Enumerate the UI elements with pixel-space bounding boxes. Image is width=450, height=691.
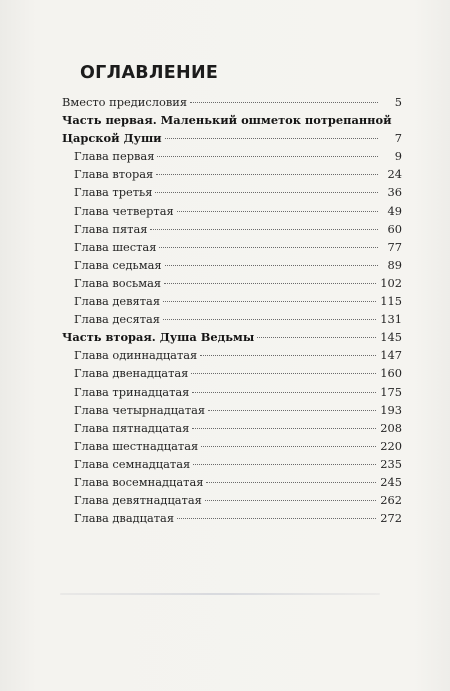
toc-entry-label: Царской Души xyxy=(62,131,162,146)
dot-leader xyxy=(150,229,378,230)
table-of-contents xyxy=(62,95,402,529)
toc-entry xyxy=(62,240,402,258)
toc-entry-label: Глава четырнадцатая xyxy=(74,402,206,417)
toc-entry xyxy=(62,222,402,240)
toc-entry-label: Глава первая xyxy=(74,149,155,164)
toc-entry xyxy=(62,131,402,149)
toc-entry xyxy=(62,475,402,493)
toc-entry-label: Глава девятнадцатая xyxy=(74,493,202,508)
toc-entry-page: 272 xyxy=(380,511,402,526)
toc-entry xyxy=(62,330,402,348)
toc-entry-label: Глава восьмая xyxy=(74,275,162,290)
toc-entry xyxy=(62,149,402,167)
dot-leader xyxy=(192,428,376,429)
toc-entry-label: Глава шестая xyxy=(74,239,157,254)
toc-entry-page: 49 xyxy=(387,203,402,218)
toc-entry-label: Часть вторая. Душа Ведьмы xyxy=(62,330,255,345)
toc-entry-page: 147 xyxy=(380,348,402,363)
toc-entry xyxy=(62,167,402,185)
toc-entry-page: 5 xyxy=(394,95,402,109)
toc-entry-page: 89 xyxy=(387,257,402,272)
dot-leader xyxy=(190,102,378,103)
toc-entry xyxy=(62,312,402,330)
dot-leader xyxy=(192,392,376,393)
dot-leader xyxy=(208,410,376,411)
dot-leader xyxy=(177,211,378,212)
toc-entry xyxy=(62,95,402,113)
toc-entry-label: Глава седьмая xyxy=(74,257,162,272)
bleed-through-line xyxy=(60,593,380,595)
toc-entry-label: Глава тринадцатая xyxy=(74,384,190,399)
dot-leader xyxy=(159,247,378,248)
toc-entry-page: 175 xyxy=(380,384,402,399)
toc-entry-page: 131 xyxy=(380,312,402,327)
dot-leader xyxy=(191,373,376,374)
toc-entry xyxy=(62,385,402,403)
toc-entry-page: 145 xyxy=(380,330,402,345)
dot-leader xyxy=(164,283,376,284)
toc-entry-page: 262 xyxy=(380,493,402,508)
dot-leader xyxy=(165,138,378,139)
toc-entry-label: Глава двадцатая xyxy=(74,511,175,526)
toc-entry-label: Глава третья xyxy=(74,185,153,200)
toc-entry-page: 245 xyxy=(380,474,402,489)
page-title: ОГЛАВЛЕНИЕ xyxy=(80,63,219,83)
toc-entry-label: Глава девятая xyxy=(74,294,161,309)
toc-entry-label: Часть первая. Маленький ошметок потрепанной xyxy=(62,113,392,128)
toc-entry-label: Глава пятнадцатая xyxy=(74,420,190,435)
dot-leader xyxy=(156,174,378,175)
toc-entry-page: 77 xyxy=(387,239,402,254)
toc-entry xyxy=(62,113,402,131)
dot-leader xyxy=(165,265,378,266)
toc-entry-page: 115 xyxy=(380,294,402,309)
toc-entry-label: Глава десятая xyxy=(74,312,160,327)
dot-leader xyxy=(177,518,376,519)
toc-entry-page: 9 xyxy=(394,149,402,164)
toc-entry-page: 208 xyxy=(380,420,402,435)
toc-entry-label: Глава восемнадцатая xyxy=(74,474,204,489)
toc-entry-label: Глава пятая xyxy=(74,221,148,236)
dot-leader xyxy=(193,464,376,465)
dot-leader xyxy=(163,301,376,302)
dot-leader xyxy=(200,355,376,356)
toc-entry-label: Глава четвертая xyxy=(74,203,174,218)
toc-entry-label: Глава одиннадцатая xyxy=(74,348,198,363)
toc-entry-page: 160 xyxy=(380,366,402,381)
toc-entry xyxy=(62,457,402,475)
dot-leader xyxy=(201,446,376,447)
toc-entry xyxy=(62,258,402,276)
toc-entry xyxy=(62,276,402,294)
toc-entry-page: 36 xyxy=(387,185,402,200)
toc-entry-label: Глава шестнадцатая xyxy=(74,438,199,453)
toc-entry-label: Глава семнадцатая xyxy=(74,456,191,471)
toc-entry xyxy=(62,366,402,384)
toc-entry-page: 7 xyxy=(394,131,402,146)
toc-entry-page: 102 xyxy=(380,275,402,290)
dot-leader xyxy=(157,156,378,157)
toc-entry-label: Глава двенадцатая xyxy=(74,366,189,381)
toc-entry xyxy=(62,403,402,421)
toc-entry-page: 220 xyxy=(380,438,402,453)
toc-entry xyxy=(62,511,402,529)
dot-leader xyxy=(155,192,378,193)
toc-entry xyxy=(62,421,402,439)
dot-leader xyxy=(163,319,376,320)
toc-entry xyxy=(62,185,402,203)
toc-entry-page: 60 xyxy=(387,221,402,236)
toc-entry-label: Вместо предисловия xyxy=(62,95,188,109)
dot-leader xyxy=(206,482,376,483)
dot-leader xyxy=(257,337,376,338)
toc-entry-page: 24 xyxy=(387,167,402,182)
toc-entry xyxy=(62,439,402,457)
toc-entry xyxy=(62,348,402,366)
toc-entry xyxy=(62,493,402,511)
toc-entry xyxy=(62,204,402,222)
toc-entry-page: 193 xyxy=(380,402,402,417)
toc-entry-label: Глава вторая xyxy=(74,167,154,182)
dot-leader xyxy=(205,500,376,501)
toc-entry-page: 235 xyxy=(380,456,402,471)
toc-entry xyxy=(62,294,402,312)
